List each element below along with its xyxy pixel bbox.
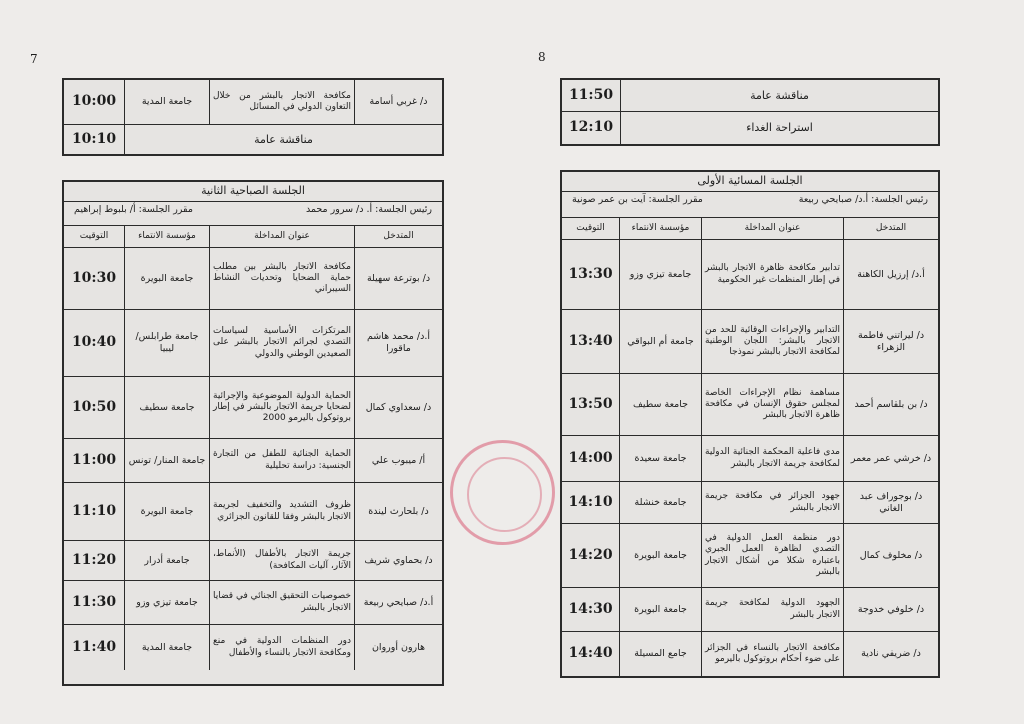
table-row bbox=[562, 588, 938, 632]
session-meta bbox=[562, 192, 938, 218]
time-cell: 14:20 bbox=[568, 546, 613, 563]
time-cell: 10:40 bbox=[71, 334, 117, 351]
speaker-cell: أ.د/ إرزيل الكاهنة bbox=[843, 240, 938, 309]
table-row bbox=[64, 581, 442, 625]
speaker-cell: د/ مخلوف كمال bbox=[843, 524, 938, 587]
table-row bbox=[64, 483, 442, 541]
table-row bbox=[562, 436, 938, 482]
speaker-cell: د/ بوجوراف عبد الغاني bbox=[843, 482, 938, 523]
header-title: عنوان المداخلة bbox=[209, 226, 354, 247]
title-cell: مكافحة الاتجار بالبشر من خلال التعاون الدولي في المسائل bbox=[209, 80, 354, 124]
affiliation-cell: جامعة البويرة bbox=[619, 524, 701, 587]
title-cell: الجهود الدولية لمكافحة جريمة الاتجار بالبشر bbox=[701, 588, 843, 631]
table-header bbox=[562, 218, 938, 240]
time-cell: 10:30 bbox=[71, 269, 117, 286]
affiliation-cell: جامعة أدرار bbox=[124, 541, 209, 580]
title-cell: المرتكزات الأساسية لسياسات التصدي لجرائم الاتجار بالبشر على الصعيدين الوطني والدولي bbox=[209, 310, 354, 376]
time-cell: 11:20 bbox=[71, 551, 117, 568]
affiliation-cell: جامعة أم البواقي bbox=[619, 310, 701, 373]
session-reporter: مقرر الجلسة: أ/ بلبوط إبراهيم bbox=[74, 204, 193, 215]
speaker-cell: د/ بن بلقاسم أحمد bbox=[843, 374, 938, 435]
affiliation-cell: جامعة البويرة bbox=[619, 588, 701, 631]
time-cell: 13:30 bbox=[568, 265, 613, 282]
affiliation-cell: جامعة طرابلس/ ليبيا bbox=[124, 310, 209, 376]
session-title: الجلسة الصباحية الثانية bbox=[64, 182, 442, 202]
speaker-cell: أ.د/ محمد هاشم ماقورا bbox=[354, 310, 442, 376]
header-speaker: المتدخل bbox=[354, 226, 442, 247]
affiliation-cell: جامعة سعيدة bbox=[619, 436, 701, 481]
affiliation-cell: جامعة سطيف bbox=[124, 377, 209, 438]
session-reporter: مقرر الجلسة: آيت بن عمر صونية bbox=[572, 194, 703, 205]
table-row bbox=[562, 374, 938, 436]
right-session-table bbox=[560, 170, 940, 678]
table-row bbox=[64, 80, 442, 125]
title-cell: مكافحة الاتجار بالنساء في الجزائر على ضوء أحكام بروتوكول باليرمو bbox=[701, 632, 843, 676]
time-cell: 11:50 bbox=[568, 86, 614, 103]
affiliation-cell: جامعة المدية bbox=[124, 625, 209, 670]
affiliation-cell: جامعة سطيف bbox=[619, 374, 701, 435]
right-top-table bbox=[560, 78, 940, 146]
time-cell: 14:40 bbox=[568, 645, 613, 662]
header-time: التوقيت bbox=[79, 230, 109, 241]
header-affiliation: مؤسسة الانتماء bbox=[619, 218, 701, 239]
table-row bbox=[64, 541, 442, 581]
title-cell: الحماية الدولية الموضوعية والإجرائية لضحايا جريمة الاتجار بالبشر في إطار بروتوكول باليرمو 2000 bbox=[209, 377, 354, 438]
header-speaker: المتدخل bbox=[843, 218, 938, 239]
title-cell: تدابير مكافحة ظاهرة الاتجار بالبشر في إطار المنظمات غير الحكومية bbox=[701, 240, 843, 309]
header-time: التوقيت bbox=[576, 222, 605, 233]
official-stamp bbox=[450, 440, 555, 545]
page-number-right: 8 bbox=[538, 50, 546, 64]
session-chair: رئيس الجلسة: أ.د/ صبايحي ربيعة bbox=[798, 194, 928, 205]
time-cell: 11:40 bbox=[71, 638, 117, 655]
time-cell: 13:50 bbox=[568, 395, 613, 412]
affiliation-cell: جامعة المنار/ تونس bbox=[124, 439, 209, 482]
speaker-cell: د/ بلحارث ليندة bbox=[354, 483, 442, 540]
speaker-cell: د/ ليراتني فاطمة الزهراء bbox=[843, 310, 938, 373]
speaker-cell: د/ ضريفي نادية bbox=[843, 632, 938, 676]
speaker-cell: أ/ ميبوب علي bbox=[354, 439, 442, 482]
time-cell: 12:10 bbox=[568, 119, 614, 136]
session-chair: رئيس الجلسة: أ. د/ سرور محمد bbox=[305, 204, 432, 215]
session-title: الجلسة المسائية الأولى bbox=[562, 172, 938, 192]
table-row bbox=[64, 125, 442, 154]
title-cell: جريمة الاتجار بالأطفال (الأنماط، الآثار، آليات المكافحة) bbox=[209, 541, 354, 580]
title-cell: دور منظمة العمل الدولية في التصدي لظاهرة العمل الجبري باعتباره شكلا من أشكال الاتجار بالبشر bbox=[701, 524, 843, 587]
table-row bbox=[562, 310, 938, 374]
table-row bbox=[562, 240, 938, 310]
affiliation-cell: جامعة خنشلة bbox=[619, 482, 701, 523]
speaker-cell: د/ بحماوي شريف bbox=[354, 541, 442, 580]
table-row bbox=[562, 80, 938, 112]
speaker-cell: أ.د/ صبايحي ربيعة bbox=[354, 581, 442, 624]
affiliation-cell: جامعة المدية bbox=[124, 80, 209, 124]
table-row bbox=[562, 524, 938, 588]
time-cell: 14:10 bbox=[568, 493, 613, 510]
time-cell: 11:00 bbox=[71, 451, 117, 468]
title-cell: جهود الجزائر في مكافحة جريمة الاتجار بالبشر bbox=[701, 482, 843, 523]
page-number-left: 7 bbox=[30, 52, 38, 66]
title-cell: الحماية الجنائية للطفل من التجارة الجنسية: دراسة تحليلية bbox=[209, 439, 354, 482]
header-title: عنوان المداخلة bbox=[701, 218, 843, 239]
table-row bbox=[562, 632, 938, 676]
left-top-table bbox=[62, 78, 444, 156]
session-meta bbox=[64, 202, 442, 226]
header-affiliation: مؤسسة الانتماء bbox=[124, 226, 209, 247]
affiliation-cell: جامعة البويرة bbox=[124, 483, 209, 540]
table-header bbox=[64, 226, 442, 248]
speaker-cell: د/ خرشي عمر معمر bbox=[843, 436, 938, 481]
title-cell: مكافحة الاتجار بالبشر بين مطلب حماية الضحايا وتحديات النشاط السيبراني bbox=[209, 248, 354, 309]
speaker-cell: د/ سعداوي كمال bbox=[354, 377, 442, 438]
left-session-table bbox=[62, 180, 444, 686]
speaker-cell: د/ غربي أسامة bbox=[354, 80, 442, 124]
affiliation-cell: جامعة البويرة bbox=[124, 248, 209, 309]
time-cell: 10:10 bbox=[71, 130, 117, 147]
title-cell: التدابير والإجراءات الوقائية للحد من الاتجار بالبشر: اللجان الوطنية لمكافحة الاتجار بالبشر نموذجا bbox=[701, 310, 843, 373]
table-row bbox=[64, 625, 442, 670]
time-cell: 14:00 bbox=[568, 449, 613, 466]
time-cell: 10:00 bbox=[71, 93, 117, 110]
title-cell: خصوصيات التحقيق الجنائي في قضايا الاتجار بالبشر bbox=[209, 581, 354, 624]
affiliation-cell: جامعة تيزي وزو bbox=[619, 240, 701, 309]
time-cell: 14:30 bbox=[568, 600, 613, 617]
title-cell: مساهمة نظام الإجراءات الخاصة لمجلس حقوق الإنسان في مكافحة ظاهرة الاتجار بالبشر bbox=[701, 374, 843, 435]
affiliation-cell: جامع المسيلة bbox=[619, 632, 701, 676]
title-cell: مدى فاعلية المحكمة الجنائية الدولية لمكافحة جريمة الاتجار بالبشر bbox=[701, 436, 843, 481]
time-cell: 13:40 bbox=[568, 332, 613, 349]
discussion-label: مناقشة عامة bbox=[620, 80, 938, 111]
speaker-cell: د/ بوترعة سهيلة bbox=[354, 248, 442, 309]
title-cell: دور المنظمات الدولية في منع ومكافحة الاتجار بالنساء والأطفال bbox=[209, 625, 354, 670]
table-row bbox=[562, 482, 938, 524]
table-row bbox=[562, 112, 938, 144]
title-cell: ظروف التشديد والتخفيف لجريمة الاتجار بالبشر وفقا للقانون الجزائري bbox=[209, 483, 354, 540]
table-row bbox=[64, 377, 442, 439]
lunch-break-label: استراحة الغداء bbox=[620, 112, 938, 144]
table-row bbox=[64, 248, 442, 310]
discussion-label: مناقشة عامة bbox=[124, 125, 442, 154]
table-row bbox=[64, 439, 442, 483]
table-row bbox=[64, 310, 442, 377]
time-cell: 11:30 bbox=[71, 593, 117, 610]
time-cell: 10:50 bbox=[71, 398, 117, 415]
speaker-cell: هارون أوروان bbox=[354, 625, 442, 670]
time-cell: 11:10 bbox=[71, 502, 117, 519]
affiliation-cell: جامعة تيزي وزو bbox=[124, 581, 209, 624]
speaker-cell: د/ خلوفي خدوجة bbox=[843, 588, 938, 631]
